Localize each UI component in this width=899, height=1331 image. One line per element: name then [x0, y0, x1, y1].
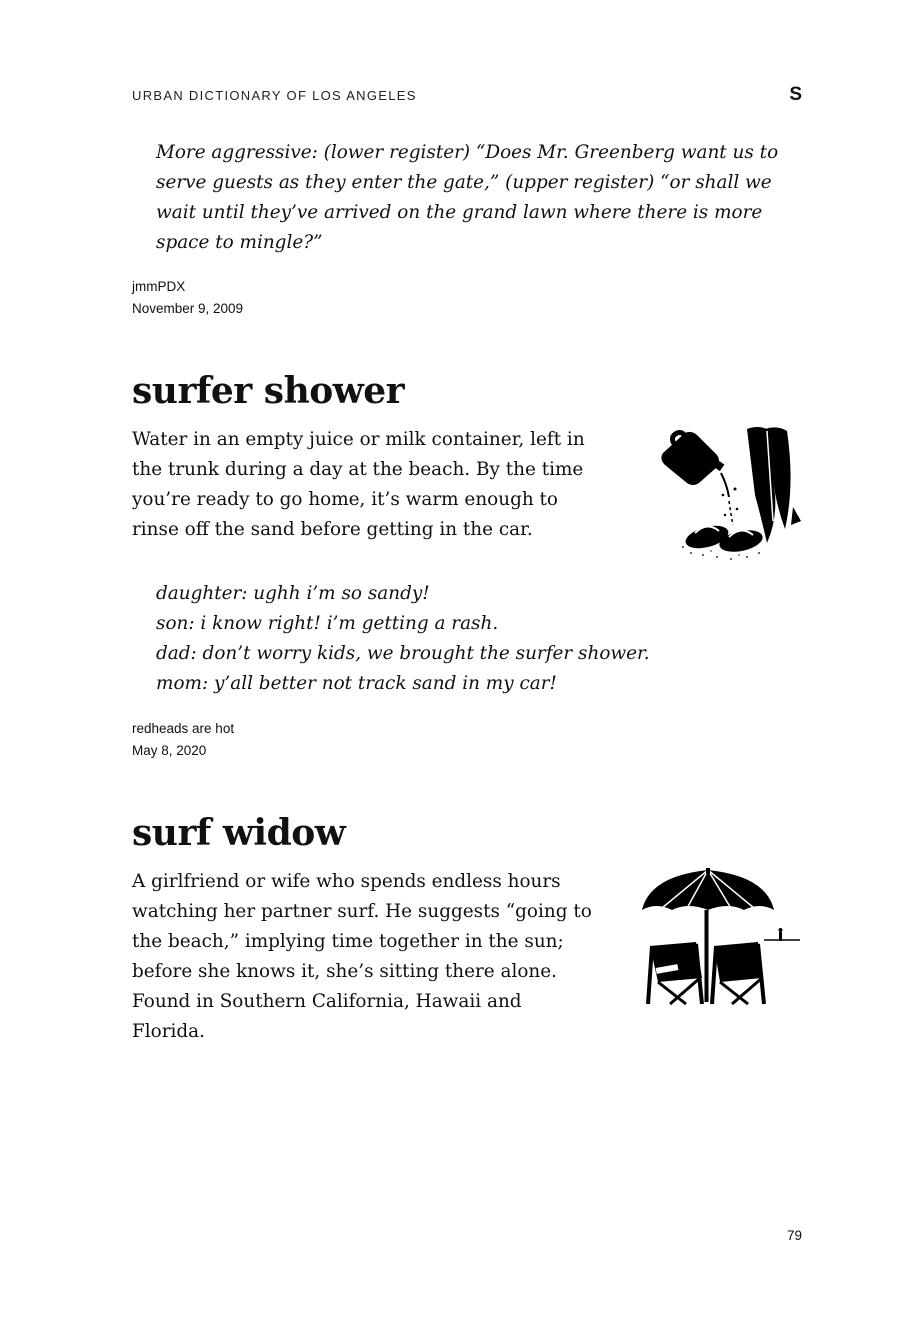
definition-line: Found in Southern California, Hawaii and — [132, 991, 522, 1012]
example-line: son: i know right! i’m getting a rash. — [156, 613, 499, 634]
example-line: serve guests as they enter the gate,” (upper register) “or shall we — [156, 172, 772, 193]
water-stream-icon — [721, 473, 738, 525]
definition-line: the beach,” implying time together in the sun; — [132, 931, 564, 952]
definition-line: watching her partner surf. He suggests “going to — [132, 901, 592, 922]
definition-line: A girlfriend or wife who spends endless hours — [132, 871, 561, 892]
author-name: redheads are hot — [132, 721, 235, 736]
definition — [132, 867, 592, 1047]
surfboard-icon — [747, 427, 801, 543]
entry-byline — [132, 276, 243, 320]
definition-line: rinse off the sand before getting in the car. — [132, 519, 533, 540]
surfer-shower-illustration — [655, 425, 805, 567]
example-line: dad: don’t worry kids, we brought the surfer shower. — [156, 643, 650, 664]
beach-chair-icon — [712, 942, 764, 1004]
surf-widow-illustration — [640, 866, 805, 1011]
author-name: jmmPDX — [132, 279, 186, 294]
example-line: space to mingle?” — [156, 232, 323, 253]
example-quote — [156, 138, 778, 258]
distant-surfer-icon — [764, 928, 800, 941]
headword: surfer shower — [132, 370, 405, 412]
beach-chair-icon — [648, 942, 702, 1004]
example-line: More aggressive: (lower register) “Does Mr. Greenberg want us to — [156, 142, 779, 163]
definition-line: the trunk during a day at the beach. By the time — [132, 459, 584, 480]
section-letter: S — [789, 84, 802, 105]
definition-line: you’re ready to go home, it’s warm enough to — [132, 489, 559, 510]
definition — [132, 425, 585, 545]
example-dialogue — [156, 579, 650, 699]
jug-icon — [661, 432, 724, 485]
entry-date: November 9, 2009 — [132, 301, 244, 316]
page-number: 79 — [786, 1228, 802, 1243]
entry-date: May 8, 2020 — [132, 743, 207, 758]
example-line: mom: y’all better not track sand in my car! — [156, 673, 557, 694]
beach-umbrella-icon — [642, 868, 774, 1002]
running-head: URBAN DICTIONARY OF LOS ANGELES — [132, 88, 417, 103]
definition-line: before she knows it, she’s sitting there alone. — [132, 961, 557, 982]
example-line: daughter: ughh i’m so sandy! — [156, 583, 430, 604]
entry-byline — [132, 718, 234, 762]
example-line: wait until they’ve arrived on the grand lawn where there is more — [156, 202, 763, 223]
flip-flops-icon — [682, 522, 764, 560]
headword: surf widow — [132, 812, 346, 854]
definition-line: Florida. — [132, 1021, 205, 1042]
definition-line: Water in an empty juice or milk container, left in — [132, 429, 585, 450]
